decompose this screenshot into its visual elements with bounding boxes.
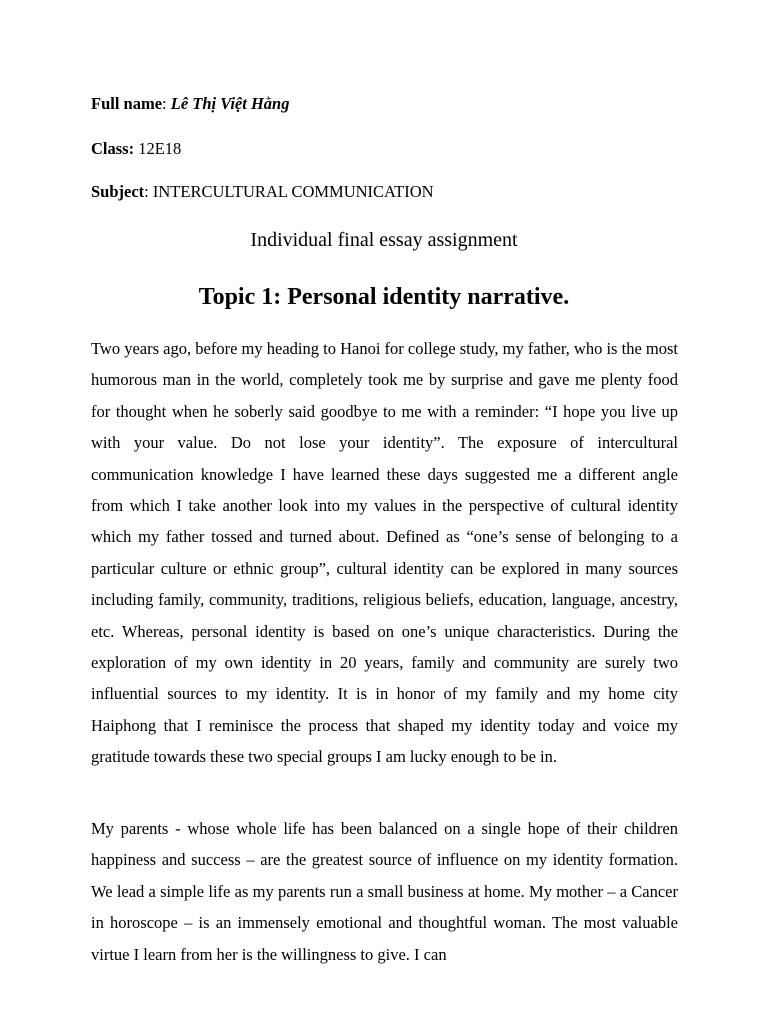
assignment-subtitle: Individual final essay assignment	[250, 229, 518, 251]
full-name-value: Lê Thị Việt Hằng	[170, 94, 290, 113]
full-name-line	[91, 94, 289, 114]
full-name-label: Full name	[91, 94, 163, 113]
subject-value: : INTERCULTURAL COMMUNICATION	[144, 182, 434, 201]
full-name-separator: :	[162, 94, 171, 113]
class-label: Class:	[91, 139, 135, 158]
essay-paragraph-1: Two years ago, before my heading to Hanoi for college study, my father, who is the most humorous man in the world, completely took me by surprise and gave me plenty food for thought when he soberly said goodbye to me with a reminder: “I hope you live up with your value. Do not lose your identity”. The exposure of intercultural communication knowledge I have learned these days suggested me a different angle from which I take another look into my values in the perspective of cultural identity which my father tossed and turned about. Defined as “one’s sense of belonging to a particular culture or ethnic group”, cultural identity can be explored in many sources including family, community, traditions, religious beliefs, education, language, ancestry, etc. Whereas, personal identity is based on one’s unique characteristics. During the exploration of my own identity in 20 years, family and community are surely two influential sources to my identity. It is in honor of my family and my home city Haiphong that I reminisce the process that shaped my identity today and voice my gratitude towards these two special groups I am lucky enough to be in.	[91, 339, 678, 767]
subject-line	[91, 182, 434, 202]
class-line	[91, 139, 181, 159]
subject-label: Subject	[91, 182, 145, 201]
topic-heading: Topic 1: Personal identity narrative.	[198, 284, 570, 310]
class-value: 12E18	[134, 139, 182, 158]
essay-paragraph-2: My parents - whose whole life has been balanced on a single hope of their children happiness and success – are the greatest source of influence on my identity formation. We lead a simple life as my parents run a small business at home. My mother – a Cancer in horoscope – is an immensely emotional and thoughtful woman. The most valuable virtue I learn from her is the willingness to give. I can	[91, 819, 678, 964]
